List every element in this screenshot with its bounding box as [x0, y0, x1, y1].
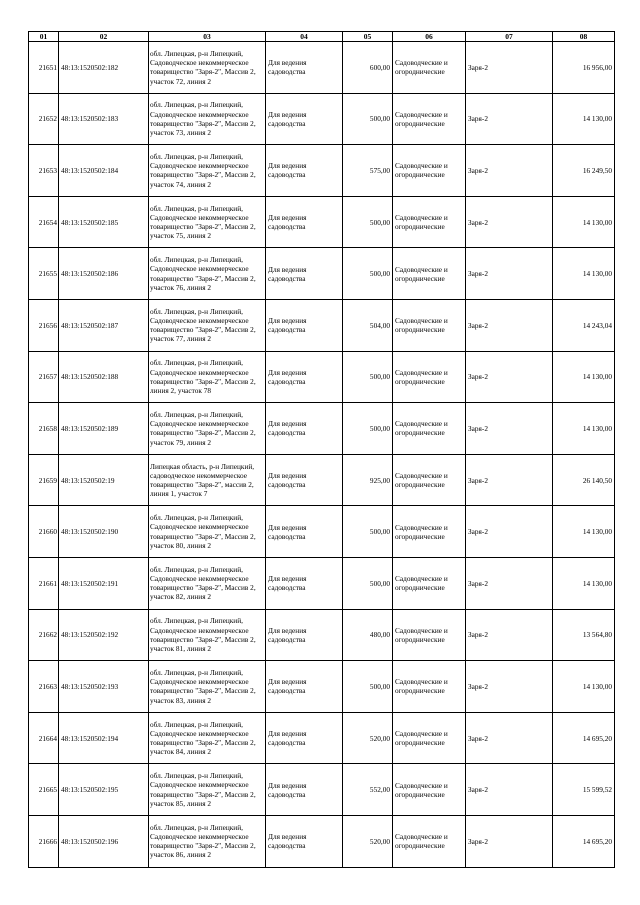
address: обл. Липецкая, р-н Липецкий, Садоводческое некоммерческое товарищество "Заря-2", Массив 2, линия 2, участок 78	[150, 358, 256, 396]
permitted-use-cell	[266, 506, 343, 558]
cadastral-number-cell	[59, 609, 149, 661]
row-number-cell	[29, 506, 59, 558]
permitted-use-cell	[266, 454, 343, 506]
row-number: 21664	[38, 733, 57, 743]
area-value-cell	[343, 196, 393, 248]
partnership-name-cell	[466, 145, 553, 197]
permitted-use-cell	[266, 403, 343, 455]
table-row	[29, 351, 615, 403]
partnership-name: Заря-2	[468, 475, 488, 485]
address: обл. Липецкая, р-н Липецкий, Садоводческое некоммерческое товарищество "Заря-2", Массив 2, участок 75, линия 2	[150, 203, 256, 241]
cadastral-number: 48:13:1520502:196	[61, 836, 119, 846]
cadastral-value: 14 130,00	[582, 114, 612, 124]
partnership-name-cell	[466, 42, 553, 94]
row-number-cell	[29, 454, 59, 506]
row-number-cell	[29, 42, 59, 94]
row-number: 21660	[38, 527, 57, 537]
partnership-name-cell	[466, 609, 553, 661]
permitted-use-cell	[266, 196, 343, 248]
cadastral-number-cell	[59, 454, 149, 506]
table-row	[29, 712, 615, 764]
row-number: 21651	[38, 62, 57, 72]
table-row	[29, 506, 615, 558]
cadastral-value: 14 695,20	[582, 836, 612, 846]
row-number: 21658	[38, 423, 57, 433]
area-value-cell	[343, 403, 393, 455]
cadastral-value-cell	[553, 764, 615, 816]
cadastral-number-cell	[59, 712, 149, 764]
table-row	[29, 42, 615, 94]
address: обл. Липецкая, р-н Липецкий, Садоводческое некоммерческое товарищество "Заря-2", Массив 2, участок 85, линия 2	[150, 771, 256, 808]
land-category: Садоводческие и огороднические	[395, 161, 448, 180]
cadastral-number-cell	[59, 196, 149, 248]
land-category: Садоводческие и огороднические	[395, 419, 448, 438]
cadastral-number: 48:13:1520502:192	[61, 630, 119, 640]
address-cell	[149, 454, 266, 506]
permitted-use: Для ведения садоводства	[268, 58, 307, 77]
table-row	[29, 454, 615, 506]
table-row	[29, 815, 615, 867]
address-cell	[149, 403, 266, 455]
header-cell: 01	[29, 32, 59, 42]
permitted-use: Для ведения садоводства	[268, 471, 307, 490]
cadastral-value: 16 249,50	[582, 165, 612, 175]
cadastral-value: 14 243,04	[582, 320, 612, 330]
cadastral-number-cell	[59, 506, 149, 558]
partnership-name: Заря-2	[468, 62, 488, 72]
area-value-cell	[343, 299, 393, 351]
header-row	[29, 32, 615, 42]
area-value-cell	[343, 661, 393, 713]
permitted-use-cell	[266, 712, 343, 764]
permitted-use-cell	[266, 609, 343, 661]
table-row	[29, 661, 615, 713]
cadastral-number-cell	[59, 93, 149, 145]
area-value: 500,00	[369, 217, 390, 227]
area-value: 500,00	[369, 372, 390, 382]
partnership-name: Заря-2	[468, 217, 488, 227]
cadastral-number-cell	[59, 764, 149, 816]
cadastral-value-cell	[553, 454, 615, 506]
header-cell: 03	[149, 32, 266, 42]
row-number-cell	[29, 815, 59, 867]
address-cell	[149, 248, 266, 300]
land-category: Садоводческие и огороднические	[395, 367, 448, 386]
row-number: 21653	[38, 165, 57, 175]
cadastral-number: 48:13:1520502:184	[61, 165, 119, 175]
address-cell	[149, 351, 266, 403]
permitted-use-cell	[266, 557, 343, 609]
land-category-cell	[393, 815, 466, 867]
cadastral-value-cell	[553, 248, 615, 300]
partnership-name-cell	[466, 712, 553, 764]
land-category-cell	[393, 403, 466, 455]
land-category-cell	[393, 145, 466, 197]
address-cell	[149, 609, 266, 661]
table-row	[29, 557, 615, 609]
row-number: 21661	[38, 578, 57, 588]
cadastral-value: 14 130,00	[582, 578, 612, 588]
address: обл. Липецкая, р-н Липецкий, Садоводческое некоммерческое товарищество "Заря-2", Массив 2, участок 74, линия 2	[150, 152, 256, 189]
cadastral-value: 14 130,00	[582, 527, 612, 537]
cadastral-number-cell	[59, 42, 149, 94]
partnership-name: Заря-2	[468, 320, 488, 330]
row-number-cell	[29, 196, 59, 248]
land-category: Садоводческие и огороднические	[395, 625, 448, 644]
permitted-use: Для ведения садоводства	[268, 367, 307, 386]
cadastral-number-cell	[59, 248, 149, 300]
cadastral-number: 48:13:1520502:195	[61, 785, 119, 795]
cadastral-value-cell	[553, 712, 615, 764]
permitted-use: Для ведения садоводства	[268, 729, 307, 748]
cadastral-number-cell	[59, 661, 149, 713]
cadastral-value-cell	[553, 557, 615, 609]
header-cell: 02	[59, 32, 149, 42]
cadastral-number-cell	[59, 351, 149, 403]
header-cell: 07	[466, 32, 553, 42]
area-value-cell	[343, 42, 393, 94]
land-category: Садоводческие и огороднические	[395, 471, 448, 490]
table-row	[29, 248, 615, 300]
cadastral-value-cell	[553, 403, 615, 455]
cadastral-number-cell	[59, 815, 149, 867]
address: Липецкая область, р-н Липецкий, садоводческое некоммерческое товарищество "Заря-2", массив 2, линия 1, участок 7	[150, 461, 255, 499]
cadastral-value: 16 956,00	[582, 62, 612, 72]
cadastral-value: 15 599,52	[582, 785, 612, 795]
address-cell	[149, 145, 266, 197]
partnership-name-cell	[466, 815, 553, 867]
permitted-use: Для ведения садоводства	[268, 522, 307, 541]
partnership-name-cell	[466, 248, 553, 300]
land-category-cell	[393, 93, 466, 145]
cadastral-number: 48:13:1520502:190	[61, 527, 119, 537]
partnership-name: Заря-2	[468, 372, 488, 382]
partnership-name: Заря-2	[468, 114, 488, 124]
row-number-cell	[29, 248, 59, 300]
row-number-cell	[29, 403, 59, 455]
area-value: 500,00	[369, 423, 390, 433]
permitted-use: Для ведения садоводства	[268, 625, 307, 644]
row-number-cell	[29, 299, 59, 351]
cadastral-number-cell	[59, 145, 149, 197]
table-row	[29, 93, 615, 145]
address: обл. Липецкая, р-н Липецкий, Садоводческое некоммерческое товарищество "Заря-2", Массив 2, участок 83, линия 2	[150, 668, 256, 705]
land-category: Садоводческие и огороднические	[395, 58, 448, 77]
permitted-use-cell	[266, 248, 343, 300]
permitted-use: Для ведения садоводства	[268, 419, 307, 438]
address: обл. Липецкая, р-н Липецкий, Садоводческое некоммерческое товарищество "Заря-2", Массив 2, участок 86, линия 2	[150, 822, 256, 860]
area-value: 480,00	[369, 630, 390, 640]
cadastral-number: 48:13:1520502:182	[61, 62, 119, 72]
cadastral-number: 48:13:1520502:189	[61, 423, 119, 433]
cadastral-number: 48:13:1520502:191	[61, 578, 119, 588]
permitted-use: Для ведения садоводства	[268, 109, 307, 128]
land-category: Садоводческие и огороднические	[395, 780, 448, 799]
row-number-cell	[29, 661, 59, 713]
partnership-name-cell	[466, 403, 553, 455]
cadastral-value-cell	[553, 506, 615, 558]
address-cell	[149, 764, 266, 816]
cadastral-number-cell	[59, 557, 149, 609]
partnership-name: Заря-2	[468, 527, 488, 537]
land-category: Садоводческие и огороднические	[395, 729, 448, 748]
cadastral-value-cell	[553, 145, 615, 197]
area-value-cell	[343, 609, 393, 661]
address-cell	[149, 196, 266, 248]
address: обл. Липецкая, р-н Липецкий, Садоводческое некоммерческое товарищество "Заря-2", Массив 2, участок 81, линия 2	[150, 616, 256, 654]
permitted-use-cell	[266, 815, 343, 867]
row-number: 21652	[38, 114, 57, 124]
permitted-use-cell	[266, 661, 343, 713]
row-number: 21657	[38, 372, 57, 382]
row-number: 21663	[38, 681, 57, 691]
land-category-cell	[393, 661, 466, 713]
partnership-name: Заря-2	[468, 269, 488, 279]
table-row	[29, 299, 615, 351]
address: обл. Липецкая, р-н Липецкий, Садоводческое некоммерческое товарищество "Заря-2", Массив 2, участок 76, линия 2	[150, 255, 256, 292]
partnership-name-cell	[466, 764, 553, 816]
permitted-use: Для ведения садоводства	[268, 213, 307, 232]
area-value: 500,00	[369, 269, 390, 279]
address: обл. Липецкая, р-н Липецкий, Садоводческое некоммерческое товарищество "Заря-2", Массив 2, участок 73, линия 2	[150, 100, 256, 138]
land-category-cell	[393, 351, 466, 403]
area-value: 500,00	[369, 681, 390, 691]
area-value: 504,00	[369, 320, 390, 330]
partnership-name-cell	[466, 557, 553, 609]
header-cell: 04	[266, 32, 343, 42]
cadastral-value: 13 564,80	[582, 630, 612, 640]
permitted-use: Для ведения садоводства	[268, 316, 307, 335]
permitted-use-cell	[266, 764, 343, 816]
partnership-name: Заря-2	[468, 681, 488, 691]
land-category-cell	[393, 248, 466, 300]
area-value: 600,00	[369, 62, 390, 72]
permitted-use-cell	[266, 299, 343, 351]
cadastral-number-cell	[59, 299, 149, 351]
area-value: 500,00	[369, 527, 390, 537]
cadastral-value-cell	[553, 93, 615, 145]
land-category: Садоводческие и огороднические	[395, 832, 448, 851]
cadastral-value-cell	[553, 815, 615, 867]
partnership-name: Заря-2	[468, 836, 488, 846]
row-number: 21665	[38, 785, 57, 795]
parcel-table	[28, 31, 615, 868]
cadastral-number: 48:13:1520502:194	[61, 733, 119, 743]
area-value-cell	[343, 557, 393, 609]
area-value-cell	[343, 506, 393, 558]
area-value-cell	[343, 145, 393, 197]
land-category-cell	[393, 42, 466, 94]
table-body	[29, 42, 615, 868]
cadastral-value-cell	[553, 196, 615, 248]
land-category: Садоводческие и огороднические	[395, 677, 448, 696]
address-cell	[149, 299, 266, 351]
area-value: 500,00	[369, 114, 390, 124]
table-row	[29, 764, 615, 816]
area-value: 925,00	[369, 475, 390, 485]
permitted-use: Для ведения садоводства	[268, 161, 307, 180]
cadastral-number-cell	[59, 403, 149, 455]
partnership-name-cell	[466, 93, 553, 145]
row-number: 21654	[38, 217, 57, 227]
area-value: 520,00	[369, 836, 390, 846]
partnership-name: Заря-2	[468, 733, 488, 743]
partnership-name-cell	[466, 454, 553, 506]
address-cell	[149, 506, 266, 558]
address: обл. Липецкая, р-н Липецкий, Садоводческое некоммерческое товарищество "Заря-2", Массив 2, участок 84, линия 2	[150, 719, 256, 757]
partnership-name: Заря-2	[468, 630, 488, 640]
cadastral-number: 48:13:1520502:188	[61, 372, 119, 382]
permitted-use-cell	[266, 145, 343, 197]
permitted-use: Для ведения садоводства	[268, 574, 307, 593]
cadastral-value: 14 130,00	[582, 217, 612, 227]
address-cell	[149, 712, 266, 764]
partnership-name: Заря-2	[468, 165, 488, 175]
land-category-cell	[393, 557, 466, 609]
partnership-name-cell	[466, 661, 553, 713]
address: обл. Липецкая, р-н Липецкий, Садоводческое некоммерческое товарищество "Заря-2", Массив 2, участок 79, линия 2	[150, 410, 256, 447]
area-value: 552,00	[369, 785, 390, 795]
area-value-cell	[343, 712, 393, 764]
table-row	[29, 196, 615, 248]
permitted-use: Для ведения садоводства	[268, 832, 307, 851]
address: обл. Липецкая, р-н Липецкий, Садоводческое некоммерческое товарищество "Заря-2", Массив 2, участок 82, линия 2	[150, 564, 256, 602]
cadastral-number: 48:13:1520502:186	[61, 269, 119, 279]
cadastral-value: 14 130,00	[582, 423, 612, 433]
partnership-name-cell	[466, 506, 553, 558]
cadastral-number: 48:13:1520502:187	[61, 320, 119, 330]
row-number-cell	[29, 351, 59, 403]
land-category-cell	[393, 299, 466, 351]
area-value-cell	[343, 764, 393, 816]
row-number-cell	[29, 93, 59, 145]
row-number: 21655	[38, 269, 57, 279]
address-cell	[149, 557, 266, 609]
area-value: 520,00	[369, 733, 390, 743]
cadastral-value: 14 130,00	[582, 269, 612, 279]
address: обл. Липецкая, р-н Липецкий, Садоводческое некоммерческое товарищество "Заря-2", Массив 2, участок 77, линия 2	[150, 306, 256, 344]
area-value-cell	[343, 93, 393, 145]
cadastral-number: 48:13:1520502:19	[61, 475, 115, 485]
land-category: Садоводческие и огороднические	[395, 574, 448, 593]
partnership-name: Заря-2	[468, 785, 488, 795]
partnership-name-cell	[466, 351, 553, 403]
row-number-cell	[29, 609, 59, 661]
cadastral-value-cell	[553, 661, 615, 713]
permitted-use: Для ведения садоводства	[268, 677, 307, 696]
area-value-cell	[343, 351, 393, 403]
header-cell: 05	[343, 32, 393, 42]
header-cell: 06	[393, 32, 466, 42]
cadastral-value-cell	[553, 609, 615, 661]
address: обл. Липецкая, р-н Липецкий, Садоводческое некоммерческое товарищество "Заря-2", Массив 2, участок 80, линия 2	[150, 513, 256, 550]
row-number: 21662	[38, 630, 57, 640]
land-category-cell	[393, 764, 466, 816]
cadastral-value: 14 130,00	[582, 372, 612, 382]
address-cell	[149, 42, 266, 94]
table-row	[29, 609, 615, 661]
permitted-use-cell	[266, 42, 343, 94]
land-category: Садоводческие и огороднические	[395, 213, 448, 232]
cadastral-value: 14 130,00	[582, 681, 612, 691]
permitted-use-cell	[266, 93, 343, 145]
partnership-name-cell	[466, 196, 553, 248]
cadastral-number: 48:13:1520502:185	[61, 217, 119, 227]
row-number-cell	[29, 145, 59, 197]
cadastral-value: 14 695,20	[582, 733, 612, 743]
row-number-cell	[29, 712, 59, 764]
table-row	[29, 145, 615, 197]
address: обл. Липецкая, р-н Липецкий, Садоводческое некоммерческое товарищество "Заря-2", Массив 2, участок 72, линия 2	[150, 48, 256, 86]
land-category-cell	[393, 506, 466, 558]
land-category: Садоводческие и огороднические	[395, 109, 448, 128]
permitted-use: Для ведения садоводства	[268, 264, 307, 283]
row-number-cell	[29, 764, 59, 816]
partnership-name: Заря-2	[468, 578, 488, 588]
land-category-cell	[393, 196, 466, 248]
cadastral-value-cell	[553, 299, 615, 351]
address-cell	[149, 661, 266, 713]
header-cell: 08	[553, 32, 615, 42]
cadastral-value-cell	[553, 42, 615, 94]
land-category: Садоводческие и огороднические	[395, 264, 448, 283]
permitted-use-cell	[266, 351, 343, 403]
cadastral-number: 48:13:1520502:183	[61, 114, 119, 124]
land-category-cell	[393, 609, 466, 661]
permitted-use: Для ведения садоводства	[268, 780, 307, 799]
area-value-cell	[343, 454, 393, 506]
row-number: 21666	[38, 836, 57, 846]
land-category: Садоводческие и огороднические	[395, 522, 448, 541]
row-number: 21656	[38, 320, 57, 330]
area-value: 500,00	[369, 578, 390, 588]
cadastral-value-cell	[553, 351, 615, 403]
area-value: 575,00	[369, 165, 390, 175]
address-cell	[149, 93, 266, 145]
cadastral-number: 48:13:1520502:193	[61, 681, 119, 691]
area-value-cell	[343, 815, 393, 867]
land-category-cell	[393, 712, 466, 764]
row-number-cell	[29, 557, 59, 609]
area-value-cell	[343, 248, 393, 300]
partnership-name-cell	[466, 299, 553, 351]
partnership-name: Заря-2	[468, 423, 488, 433]
table-row	[29, 403, 615, 455]
address-cell	[149, 815, 266, 867]
land-category: Садоводческие и огороднические	[395, 316, 448, 335]
land-category-cell	[393, 454, 466, 506]
cadastral-value: 26 140,50	[582, 475, 612, 485]
row-number: 21659	[38, 475, 57, 485]
